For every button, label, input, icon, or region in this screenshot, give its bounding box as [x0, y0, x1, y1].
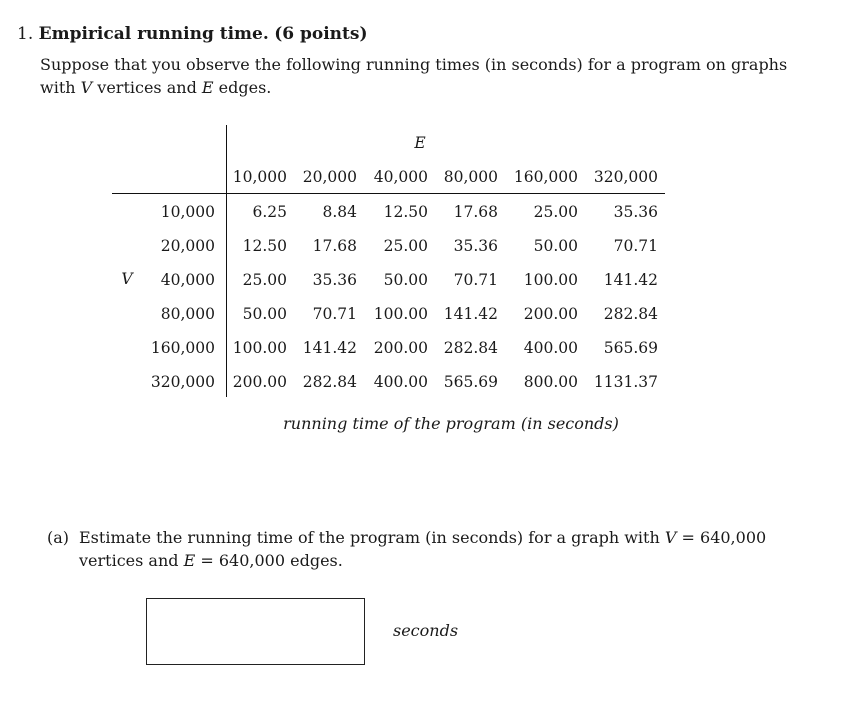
- table-caption: running time of the program (in seconds): [283, 414, 619, 433]
- table-cell: 25.00: [383, 237, 428, 255]
- var-v: V: [80, 78, 93, 97]
- table-cell: 35.36: [453, 237, 498, 255]
- table-cell: 100.00: [232, 339, 287, 357]
- question-title: [17, 22, 368, 46]
- table-cell: 141.42: [302, 339, 357, 357]
- table-cell: 200.00: [232, 373, 287, 391]
- column-header: 320,000: [593, 168, 658, 186]
- column-variable-label: E: [414, 134, 426, 152]
- table-cell: 35.36: [613, 203, 658, 221]
- table-cell: 565.69: [443, 373, 498, 391]
- table-cell: 200.00: [523, 305, 578, 323]
- column-header: 160,000: [513, 168, 578, 186]
- answer-unit-label: seconds: [393, 621, 459, 640]
- answer-input-box[interactable]: [146, 598, 365, 665]
- column-header: 20,000: [302, 168, 357, 186]
- intro-text: [40, 53, 800, 99]
- row-header: 20,000: [160, 237, 215, 255]
- table-cell: 400.00: [373, 373, 428, 391]
- table-horizontal-rule: [112, 193, 665, 194]
- table-cell: 141.42: [603, 271, 658, 289]
- table-cell: 565.69: [603, 339, 658, 357]
- question-heading: Empirical running time.: [38, 24, 269, 44]
- table-cell: 282.84: [443, 339, 498, 357]
- intro-line-2-post: edges.: [213, 78, 272, 97]
- question-points: (6 points): [274, 24, 368, 44]
- intro-line-2-mid: vertices and: [92, 78, 202, 97]
- column-header: 10,000: [232, 168, 287, 186]
- table-cell: 35.36: [312, 271, 357, 289]
- column-header: 40,000: [373, 168, 428, 186]
- row-header: 160,000: [150, 339, 215, 357]
- part-a-line-1-post: = 640,000: [676, 528, 767, 547]
- table-cell: 25.00: [533, 203, 578, 221]
- part-a-var-e: E: [183, 551, 196, 570]
- row-variable-label: V: [121, 270, 133, 288]
- table-cell: 6.25: [252, 203, 287, 221]
- column-header: 80,000: [443, 168, 498, 186]
- table-cell: 800.00: [523, 373, 578, 391]
- table-cell: 282.84: [302, 373, 357, 391]
- part-a-question: [47, 526, 807, 572]
- part-a-line-2-pre: vertices and: [79, 551, 184, 570]
- part-a-var-v: V: [664, 528, 677, 547]
- question-number: 1.: [17, 24, 34, 44]
- table-cell: 12.50: [242, 237, 287, 255]
- row-header: 10,000: [160, 203, 215, 221]
- table-cell: 141.42: [443, 305, 498, 323]
- table-cell: 400.00: [523, 339, 578, 357]
- table-cell: 50.00: [533, 237, 578, 255]
- table-cell: 200.00: [373, 339, 428, 357]
- table-cell: 50.00: [383, 271, 428, 289]
- row-header: 320,000: [150, 373, 215, 391]
- table-cell: 50.00: [242, 305, 287, 323]
- part-a-line-2-post: = 640,000 edges.: [195, 551, 343, 570]
- table-cell: 70.71: [453, 271, 498, 289]
- table-cell: 17.68: [312, 237, 357, 255]
- table-cell: 100.00: [523, 271, 578, 289]
- part-a-label: (a): [47, 528, 70, 547]
- intro-line-2-pre: with: [40, 78, 81, 97]
- table-cell: 12.50: [383, 203, 428, 221]
- intro-line-2: [40, 76, 800, 99]
- var-e: E: [201, 78, 214, 97]
- table-cell: 282.84: [603, 305, 658, 323]
- part-a-line-2: [47, 549, 807, 572]
- table-cell: 100.00: [373, 305, 428, 323]
- row-header: 40,000: [160, 271, 215, 289]
- table-cell: 70.71: [613, 237, 658, 255]
- table-cell: 17.68: [453, 203, 498, 221]
- table-cell: 1131.37: [593, 373, 658, 391]
- row-header: 80,000: [160, 305, 215, 323]
- part-a-line-1-pre: Estimate the running time of the program (in seconds) for a graph with: [79, 528, 665, 547]
- table-cell: 8.84: [322, 203, 357, 221]
- intro-line-1: Suppose that you observe the following running times (in seconds) for a program on graphs: [40, 55, 788, 74]
- table-cell: 25.00: [242, 271, 287, 289]
- part-a-line-1: [47, 526, 807, 549]
- table-cell: 70.71: [312, 305, 357, 323]
